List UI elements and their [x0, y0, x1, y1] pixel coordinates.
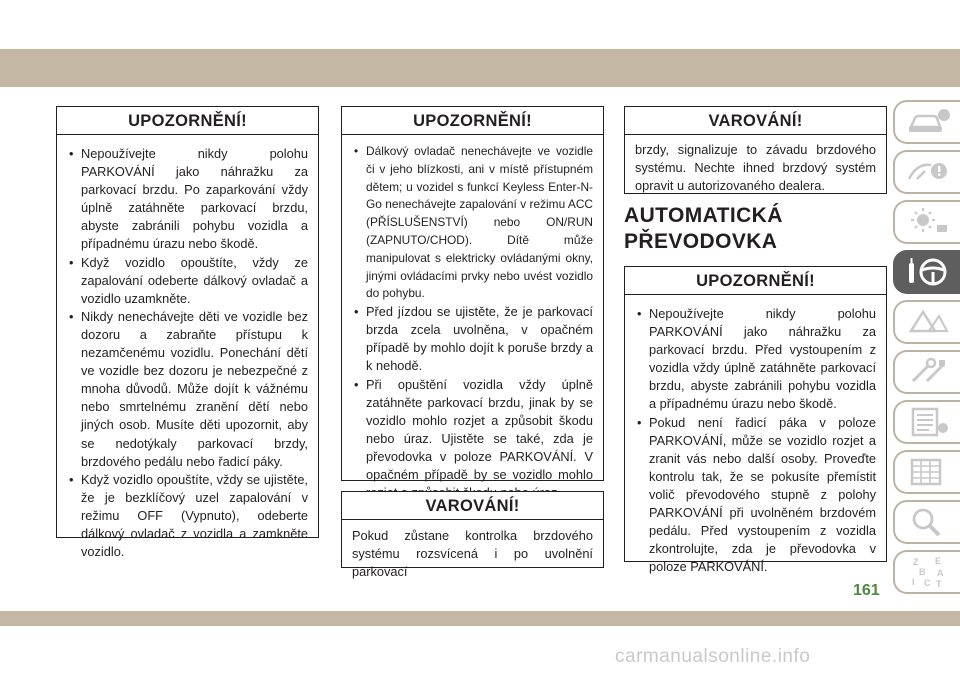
index-letter: B: [918, 567, 925, 577]
warning-item: • Nepoužívejte nikdy polohu PARKOVÁNÍ jako náhražku za parkovací brzdu. Před vystoupením z vozidla vždy úplně zatáhněte parkovací brzdu, abyste zabránili pohybu vozidla a případnému úrazu nebo škodě.: [635, 305, 876, 414]
index-letter: I: [911, 577, 915, 587]
caution-box-2: [624, 106, 887, 194]
tab-specifications[interactable]: [893, 400, 960, 444]
section-title: [624, 203, 783, 255]
tab-driving[interactable]: [893, 250, 960, 294]
maintenance-schedule-icon: [905, 456, 951, 488]
warning-item: • Když vozidlo opouštíte, vždy ze zapalování odeberte dálkový ovladač a vozidlo uzamkněte.: [67, 254, 308, 308]
caution-title: VAROVÁNÍ!: [342, 492, 603, 520]
warning-item: • Pokud není řadicí páka v poloze PARKOVÁNÍ, může se vozidlo rozjet a zranit vás nebo další osoby. Proveďte kontrolu tak, že se pokusíte přemístit volič převodového stupně z polohy PARKOVÁNÍ při uvolněném brzdovém pedálu. Před vystoupením z vozidla zkontrolujte, zda je převodovka v poloze PARKOVÁNÍ.: [635, 414, 876, 577]
tab-service[interactable]: [893, 350, 960, 394]
caution-text: Pokud zůstane kontrolka brzdového systému rozsvícená i po uvolnění parkovací: [352, 528, 593, 580]
tab-dashboard-warning[interactable]: [893, 150, 960, 194]
index-letter: E: [934, 556, 941, 566]
alphabet-index-icon: [905, 554, 951, 590]
tools-icon: [905, 357, 951, 387]
specifications-list-icon: [905, 406, 951, 438]
section-title-line: PŘEVODOVKA: [624, 230, 778, 253]
warning-title: UPOZORNĚNÍ!: [57, 107, 318, 135]
tab-alphabet-index[interactable]: [893, 550, 960, 594]
warning-title: UPOZORNĚNÍ!: [625, 267, 886, 295]
warning-box-3: [624, 266, 887, 575]
warning-item: • Dálkový ovladač nenechávejte ve vozidle či v jeho blízkosti, ani v místě přístupném dětem; u vozidel s funkcí Keyless Enter-N-Go nenechávejte zapalování v režimu ACC (PŘÍSLUŠENSTVÍ) nebo ON/RUN (ZAPNUTO/CHOD). Dítě může manipulovat s elektricky ovládanými okny, jinými ovládacími prvky nebo uvést vozidlo do pohybu.: [352, 143, 593, 303]
warning-title: UPOZORNĚNÍ!: [342, 107, 603, 135]
chapter-index-tabs: [893, 100, 960, 600]
warning-item: • Když vozidlo opouštíte, vždy se ujistěte, že je bezklíčový uzel zapalování v režimu OFF (Vypnuto), odeberte dálkový ovladač z vozidla a zamkněte vozidlo.: [67, 471, 308, 561]
index-letter: C: [923, 578, 930, 588]
car-info-icon: [905, 107, 951, 137]
warning-item: • Nepoužívejte nikdy polohu PARKOVÁNÍ jako náhražku za parkovací brzdu. Po zaparkování vždy úplně zatáhněte parkovací brzdu, abyste zabránili pohybu vozidla a případnému úrazu nebo škodě.: [67, 145, 308, 254]
warning-box-2: [341, 106, 604, 481]
index-letter: Z: [912, 557, 918, 567]
caution-text: brzdy, signalizuje to závadu brzdového systému. Nechte ihned brzdový systém opravit u autorizovaného dealera.: [635, 142, 876, 194]
warning-box-1: [56, 106, 319, 560]
steering-wheel-icon: [905, 255, 951, 289]
tab-search[interactable]: [893, 500, 960, 544]
warning-item: • Před jízdou se ujistěte, že je parkovací brzda zcela uvolněna, v opačném případě by mohlo dojít k poruše brzdy a k nehodě.: [352, 303, 593, 375]
sun-climate-icon: [905, 207, 951, 237]
hazard-triangle-icon: [905, 307, 951, 337]
dashboard-warning-icon: [905, 157, 951, 187]
tab-emergency[interactable]: [893, 300, 960, 344]
search-index-icon: [905, 506, 951, 538]
tab-vehicle-info[interactable]: [893, 100, 960, 144]
header-band: [0, 49, 960, 87]
watermark: carmanualsonline.info: [615, 646, 811, 667]
footer-band: [0, 611, 960, 626]
index-letter: A: [936, 568, 943, 578]
caution-box-1: [341, 491, 604, 580]
caution-title: VAROVÁNÍ!: [625, 107, 886, 135]
page-number: 161: [853, 582, 880, 599]
tab-climate[interactable]: [893, 200, 960, 244]
index-letter: T: [935, 579, 941, 589]
warning-item: • Při opuštění vozidla vždy úplně zatáhněte parkovací brzdu, jinak by se vozidlo mohlo rozjet a způsobit škodu nebo úraz. Ujistěte se také, zda je převodovka v poloze PARKOVÁNÍ. V opačném případě by se vozidlo mohlo: [352, 376, 593, 503]
warning-item: • Nikdy nenechávejte děti ve vozidle bez dozoru a zabraňte přístupu k nezamčenému vozidlu. Ponechání dětí ve vozidle bez dozoru je nebezpečné z mnoha důvodů. Může dojít k vážnému nebo smrtelnému zranění dětí nebo jiných osob. Musíte děti upozornit, aby se nedotýkaly parkovací brzdy, brzdového pedálu nebo řadicí páky.: [67, 308, 308, 471]
section-title-line: AUTOMATICKÁ: [624, 204, 783, 227]
tab-maintenance[interactable]: [893, 450, 960, 494]
